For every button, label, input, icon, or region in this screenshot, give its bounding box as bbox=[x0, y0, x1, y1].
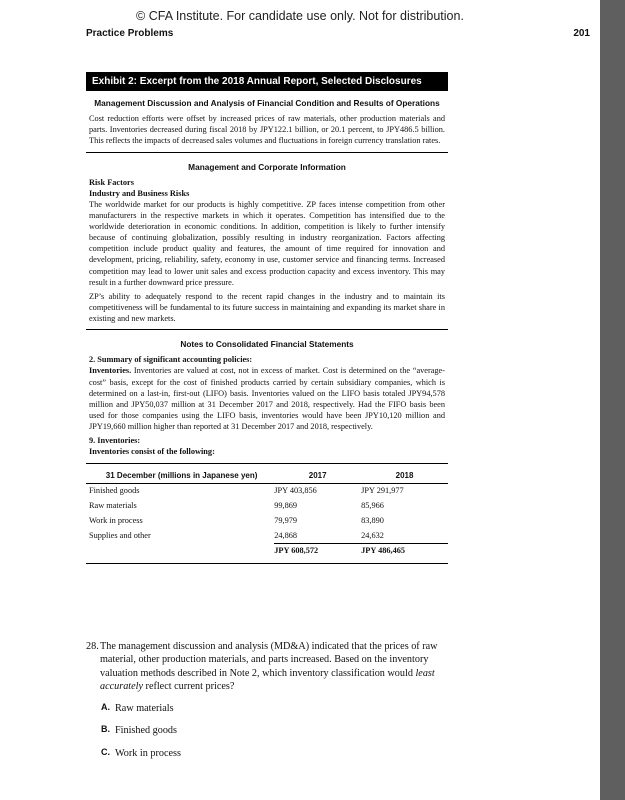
mgmt-text-2: ZP’s ability to adequately respond to the recent rapid changes in the industry and to maintain its competitiveness will be fundamental to its future success in maintaining and expanding its market share in existing and new markets. bbox=[89, 291, 445, 324]
table-cell: Finished goods bbox=[89, 486, 140, 496]
option-letter: C. bbox=[101, 746, 110, 757]
section-title: Practice Problems bbox=[86, 28, 174, 39]
question-text bbox=[100, 640, 456, 693]
inventories-label: Inventories. bbox=[89, 366, 132, 376]
table-total-row bbox=[86, 544, 448, 559]
question-text-part: reflect current prices? bbox=[143, 680, 235, 692]
question-emphasis: least accurately bbox=[100, 667, 435, 692]
option-c[interactable] bbox=[86, 747, 456, 760]
table-cell: JPY 403,856 bbox=[274, 486, 317, 496]
table-cell: 85,966 bbox=[361, 501, 384, 511]
industry-risks-heading: Industry and Business Risks bbox=[89, 188, 190, 198]
mda-title: Management Discussion and Analysis of Financial Condition and Results of Operations bbox=[94, 98, 440, 108]
inventories-note-heading: 9. Inventories: bbox=[89, 436, 141, 446]
mgmt-title: Management and Corporate Information bbox=[188, 161, 346, 172]
exhibit bbox=[86, 72, 448, 564]
table-bottom-rule bbox=[86, 563, 448, 564]
option-a[interactable] bbox=[86, 702, 456, 715]
table-cell: JPY 291,977 bbox=[361, 486, 404, 496]
option-text: Work in process bbox=[115, 747, 181, 759]
table-row bbox=[86, 484, 448, 499]
table-cell: Raw materials bbox=[89, 501, 137, 511]
table-row bbox=[86, 529, 448, 544]
risk-factors-heading: Risk Factors bbox=[89, 177, 134, 187]
total-2018: JPY 486,465 bbox=[361, 544, 448, 559]
divider bbox=[86, 329, 448, 330]
accounting-policies-heading: 2. Summary of significant accounting policies: bbox=[89, 355, 253, 365]
table-cell bbox=[86, 544, 274, 559]
question-number: 28. bbox=[86, 641, 99, 652]
exhibit-title: Exhibit 2: Excerpt from the 2018 Annual Report, Selected Disclosures bbox=[86, 72, 448, 91]
running-header bbox=[86, 28, 590, 39]
column-header: 31 December (millions in Japanese yen) bbox=[86, 468, 274, 484]
question-text-part: The management discussion and analysis (MD&A) indicated that the prices of raw material, other production materials, and parts increased. Based on the inventory valuation methods described in Note 2, which inventory classification would bbox=[100, 641, 438, 679]
table-cell: Work in process bbox=[89, 515, 143, 525]
table-cell: 24,632 bbox=[361, 530, 384, 540]
option-letter: A. bbox=[101, 702, 110, 712]
inventories-table bbox=[86, 468, 448, 559]
column-header: 2017 bbox=[274, 468, 361, 484]
table-cell: 99,869 bbox=[274, 501, 298, 511]
option-letter: B. bbox=[101, 724, 110, 735]
notes-title: Notes to Consolidated Financial Statements bbox=[180, 339, 354, 350]
table-top-rule bbox=[86, 463, 448, 464]
inventories-consist-heading: Inventories consist of the following: bbox=[89, 447, 215, 457]
total-2017: JPY 608,572 bbox=[274, 544, 361, 559]
table-cell: 24,868 bbox=[274, 530, 298, 540]
divider bbox=[86, 152, 448, 153]
inventories-text: Inventories are valued at cost, not in excess of market. Cost is determined on the “average-cost” basis, except for the cost of finished products carried by certain subsidiary companies, which is determined on a last-in, first-out (LIFO) basis. Inventories valued on the LIFO basis totaled JPY94,578 million and JPY50,037 million at 31 December 2017 and 2018, respectively. Had the FIFO basis been used for those companies using the LIFO basis, inventories would have been JPY10,120 million and JPY19,660 million higher than reported at 31 December 2017 and 2018, respectively. bbox=[89, 366, 445, 431]
table-row bbox=[86, 499, 448, 514]
mda-text: Cost reduction efforts were offset by increased prices of raw materials, other production materials and parts. Inventories decreased during fiscal 2018 by JPY122.1 billion, or 20.1 percent, to JPY486.5 billion. This reflects the impacts of decreased sales volumes and fluctuations in foreign currency translation rates. bbox=[89, 114, 445, 146]
watermark: © CFA Institute. For candidate use only. Not for distribution. bbox=[136, 9, 464, 23]
option-text: Raw materials bbox=[115, 703, 174, 714]
table-cell: Supplies and other bbox=[89, 530, 151, 540]
page-edge-bar bbox=[600, 0, 625, 800]
question-28 bbox=[86, 640, 456, 760]
column-header: 2018 bbox=[361, 468, 448, 484]
inventories-policy-text bbox=[89, 365, 445, 432]
table-row bbox=[86, 514, 448, 529]
page-number: 201 bbox=[573, 28, 590, 39]
option-text: Finished goods bbox=[115, 725, 177, 737]
table-cell: 83,890 bbox=[361, 515, 384, 525]
question-stem bbox=[86, 640, 456, 693]
mgmt-text-1: The worldwide market for our products is highly competitive. ZP faces intense competition from other manufacturers in the respective markets in which it operates. Competition has intensified due to the worldwide deterioration in economic conditions. In addition, competition is likely to further intensify because of continuing globalization, possibly resulting in industry reorganization. Factors affecting competition include product quality and features, the amount of time required for innovation and development, pricing, reliability, safety, economy in use, customer service and financing terms. Increased competition may lead to lower unit sales and excess production capacity and excess inventory. This may result in a further downward price pressure. bbox=[89, 199, 445, 287]
table-cell: 79,979 bbox=[274, 515, 298, 525]
table-header-row bbox=[86, 468, 448, 484]
option-b[interactable] bbox=[86, 724, 456, 737]
